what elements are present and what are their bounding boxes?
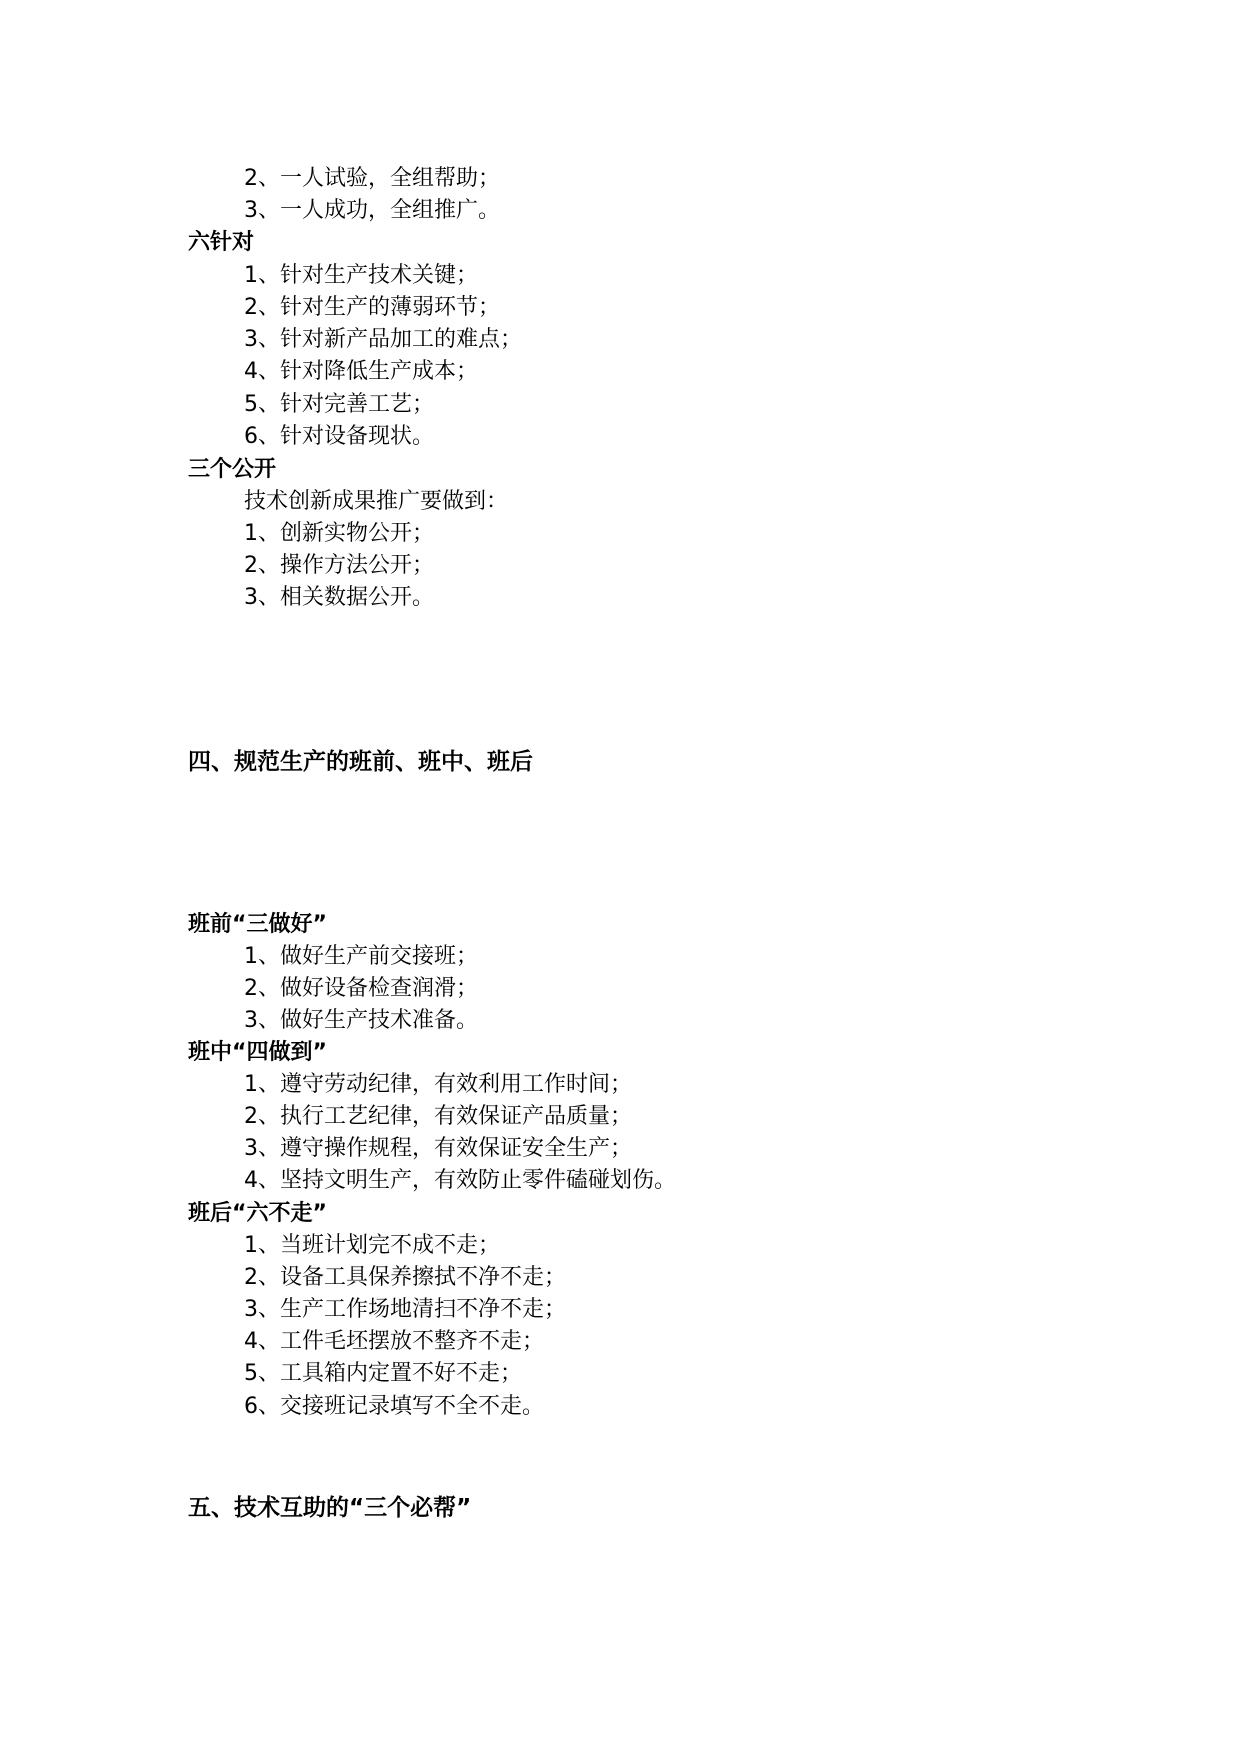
list-item: 4、针对降低生产成本； xyxy=(244,359,478,384)
list-item: 2、操作方法公开； xyxy=(244,553,434,578)
heading-mid-shift: 班中“四做到” xyxy=(188,1040,327,1065)
heading-post-shift: 班后“六不走” xyxy=(188,1201,327,1226)
heading-pre-shift: 班前“三做好” xyxy=(188,912,327,937)
list-item: 3、生产工作场地清扫不净不走； xyxy=(244,1297,566,1322)
list-item: 1、创新实物公开； xyxy=(244,521,434,546)
list-item: 1、做好生产前交接班； xyxy=(244,944,478,969)
heading-six-targets: 六针对 xyxy=(188,230,255,255)
section-title-four: 四、规范生产的班前、班中、班后 xyxy=(188,749,533,775)
list-item: 1、遵守劳动纪律，有效利用工作时间； xyxy=(244,1072,632,1097)
list-item: 1、当班计划完不成不走； xyxy=(244,1233,500,1258)
list-item: 3、相关数据公开。 xyxy=(244,585,434,610)
list-item: 2、做好设备检查润滑； xyxy=(244,976,478,1001)
list-item: 3、遵守操作规程，有效保证安全生产； xyxy=(244,1136,632,1161)
list-item: 4、工件毛坯摆放不整齐不走； xyxy=(244,1329,544,1354)
heading-three-open: 三个公开 xyxy=(188,457,277,482)
list-item: 3、一人成功，全组推广。 xyxy=(244,198,500,223)
list-item: 1、针对生产技术关键； xyxy=(244,263,478,288)
list-item: 2、针对生产的薄弱环节； xyxy=(244,295,500,320)
list-item: 2、一人试验，全组帮助； xyxy=(244,166,500,191)
list-item: 6、交接班记录填写不全不走。 xyxy=(244,1394,544,1419)
list-item: 5、针对完善工艺； xyxy=(244,392,434,417)
list-item: 2、执行工艺纪律，有效保证产品质量； xyxy=(244,1104,632,1129)
list-item: 6、针对设备现状。 xyxy=(244,424,434,449)
list-item: 3、针对新产品加工的难点； xyxy=(244,327,522,352)
list-item: 2、设备工具保养擦拭不净不走； xyxy=(244,1265,566,1290)
intro-text: 技术创新成果推广要做到： xyxy=(244,489,509,514)
list-item: 4、坚持文明生产，有效防止零件磕碰划伤。 xyxy=(244,1168,676,1193)
section-title-five: 五、技术互助的“三个必帮” xyxy=(188,1495,472,1521)
list-item: 3、做好生产技术准备。 xyxy=(244,1008,478,1033)
list-item: 5、工具箱内定置不好不走； xyxy=(244,1361,522,1386)
